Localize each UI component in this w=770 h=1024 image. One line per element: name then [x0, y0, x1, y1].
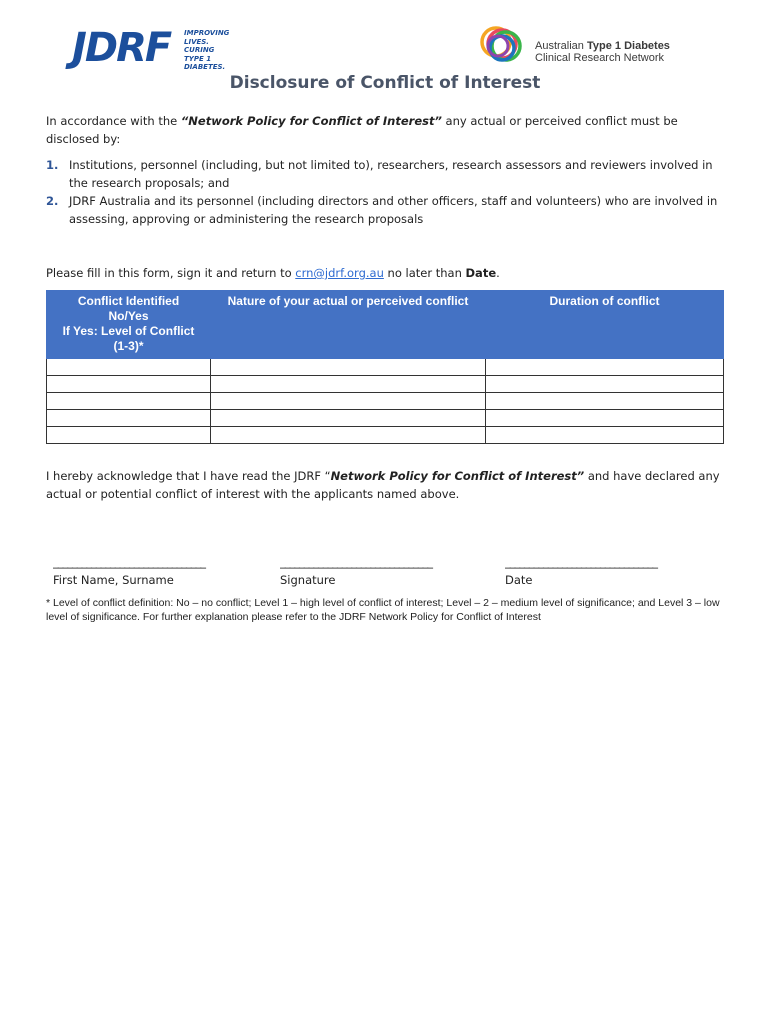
- disclosure-list: [46, 156, 726, 228]
- nature-cell[interactable]: [211, 410, 486, 427]
- conflict-table: [46, 290, 724, 444]
- signature-label: Signature: [280, 573, 336, 587]
- nature-cell[interactable]: [211, 393, 486, 410]
- duration-cell[interactable]: [486, 393, 724, 410]
- duration-cell[interactable]: [486, 410, 724, 427]
- jdrf-logo-tagline: IMPROVING LIVES. CURING TYPE 1 DIABETES.: [184, 29, 230, 71]
- nature-cell[interactable]: [211, 359, 486, 376]
- email-link[interactable]: crn@jdrf.org.au: [295, 266, 384, 280]
- nature-cell[interactable]: [211, 427, 486, 444]
- policy-reference: Network Policy for Conflict of Interest”: [330, 469, 585, 483]
- jdrf-logo-word: JDRF: [72, 25, 171, 71]
- header-duration: Duration of conflict: [486, 291, 724, 359]
- duration-cell[interactable]: [486, 359, 724, 376]
- table-header-row: [47, 291, 724, 359]
- crn-logo: [478, 22, 688, 68]
- conflict-identified-cell[interactable]: [47, 410, 211, 427]
- header-conflict-identified: Conflict Identified No/Yes If Yes: Level of Conflict (1-3)*: [47, 291, 211, 359]
- conflict-identified-cell[interactable]: [47, 376, 211, 393]
- jdrf-logo: [72, 26, 242, 70]
- table-row: [47, 376, 724, 393]
- name-signature-block: [53, 553, 253, 589]
- name-field[interactable]: ________________________________: [53, 555, 205, 569]
- conflict-identified-cell[interactable]: [47, 393, 211, 410]
- conflict-identified-cell[interactable]: [47, 427, 211, 444]
- crn-logo-rings-icon: [478, 22, 530, 68]
- signature-field[interactable]: ________________________________: [280, 555, 432, 569]
- list-item: 2. JDRF Australia and its personnel (including directors and other officers, staff and volunteers) who are involved in assessing, approving or administering the research proposals: [46, 194, 718, 226]
- table-row: [47, 427, 724, 444]
- intro-paragraph: In accordance with the “Network Policy for Conflict of Interest” any actual or perceived conflict must be disclosed by:: [46, 114, 678, 146]
- date-signature-block: [505, 553, 705, 589]
- footnote: * Level of conflict definition: No – no conflict; Level 1 – high level of conflict of interest; Level – 2 – medium level of significance; and Level 3 – low level of significance. For further explanation please refer to the JDRF Network Policy for Conflict of Interest: [46, 597, 720, 623]
- signature-block: [280, 553, 480, 589]
- header-nature-of-conflict: Nature of your actual or perceived conflict: [211, 291, 486, 359]
- conflict-identified-cell[interactable]: [47, 359, 211, 376]
- duration-cell[interactable]: [486, 376, 724, 393]
- page-title: Disclosure of Conflict of Interest: [229, 73, 541, 93]
- table-row: [47, 359, 724, 376]
- fill-instructions: Please fill in this form, sign it and return to crn@jdrf.org.au no later than Date.: [46, 266, 500, 280]
- acknowledgement-paragraph: I hereby acknowledge that I have read the JDRF “Network Policy for Conflict of Interest” and have declared any actual or potential conflict of interest with the applicants named above.: [46, 469, 720, 501]
- duration-cell[interactable]: [486, 427, 724, 444]
- date-field[interactable]: ________________________________: [505, 555, 657, 569]
- date-label: Date: [505, 573, 533, 587]
- list-item: 1. Institutions, personnel (including, but not limited to), researchers, research assessors and reviewers involved in the research proposals; and: [46, 158, 713, 190]
- policy-reference: “Network Policy for Conflict of Interest”: [180, 114, 442, 128]
- nature-cell[interactable]: [211, 376, 486, 393]
- name-label: First Name, Surname: [53, 573, 174, 587]
- crn-logo-text: Australian Type 1 Diabetes Clinical Research Network: [535, 40, 670, 64]
- table-row: [47, 393, 724, 410]
- table-row: [47, 410, 724, 427]
